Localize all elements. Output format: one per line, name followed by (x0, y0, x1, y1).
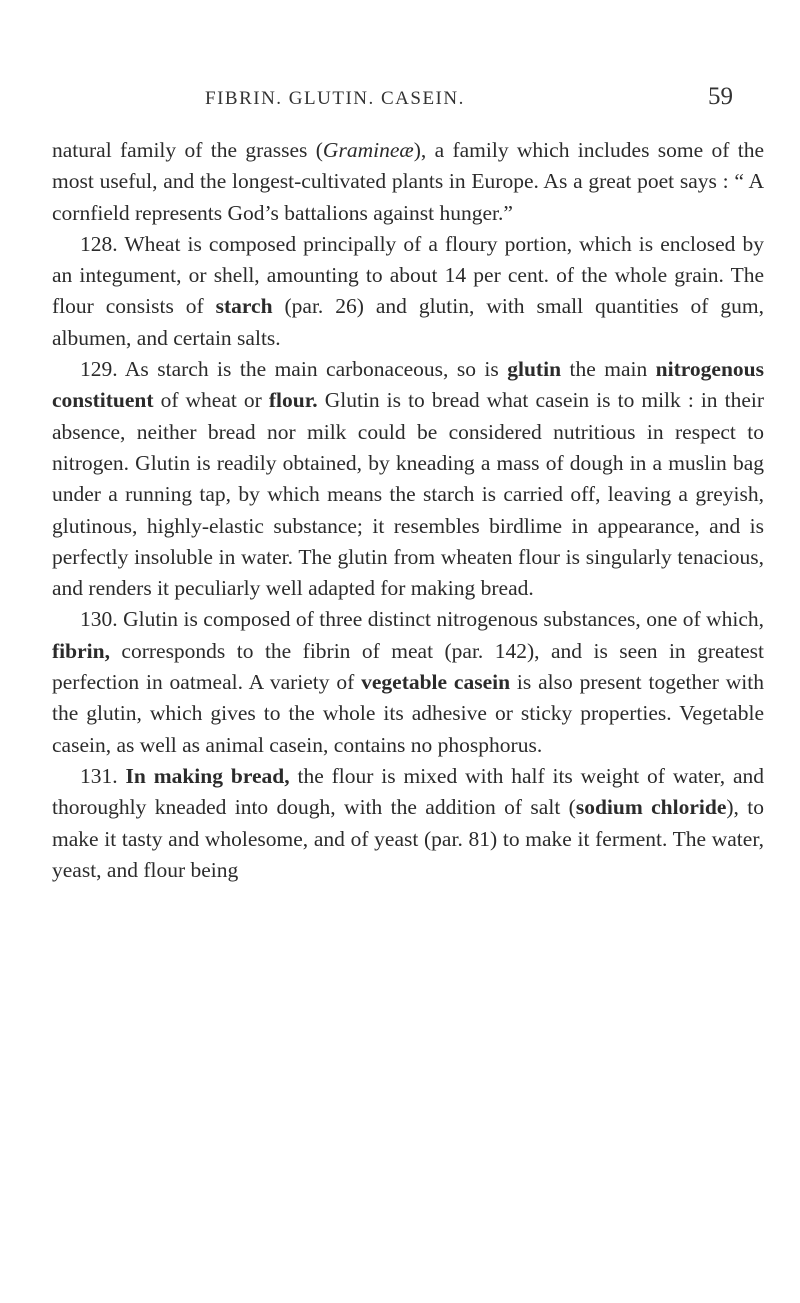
text-run: 128. Wheat is composed principally of a floury portion, which is enclosed by an integument, or shell, amounting to about 14 per cent. of the whole grain. The flour consists of (52, 231, 764, 319)
running-title: FIBRIN. GLUTIN. CASEIN. (205, 88, 465, 109)
paragraph-130 (52, 604, 764, 760)
emphasis-term: In making bread, (125, 763, 290, 788)
page-number: 59 (708, 83, 733, 110)
text-run: 131. (80, 763, 126, 788)
text-run: (par. 26) and glutin, with small quantities of gum, albumen, and certain salts. (52, 294, 764, 350)
text-run: corresponds to the fibrin of meat (par. 142), and is seen in greatest perfection in oatmeal. A variety of (52, 638, 764, 695)
text-run: the flour is mixed with half its weight of water, and thoroughly kneaded into dough, with the addition of salt ( (52, 763, 765, 820)
text-run: is also present together with the glutin, which gives to the whole its adhesive or sticky properties. Vegetable casein, as well as animal casein, contains no phosphorus. (52, 670, 764, 757)
emphasis-term: vegetable casein (361, 670, 511, 695)
text-run: Glutin is to bread what casein is to milk : in their absence, neither bread nor milk could be considered nutritious in respect to nitrogen. Glutin is readily obtained, by kneading a mass of dough in a muslin bag under a running tap, by which means the starch is carried off, leaving a greyish, glutinous, highly-elastic substance; it resembles birdlime in appearance, and is perfectly insoluble in water. The glutin from wheaten flour is singularly tenacious, and renders it peculiarly well adapted for making bread. (52, 388, 764, 601)
latin-family-name: Gramineæ (322, 138, 414, 162)
text-run: of wheat or (153, 388, 269, 413)
text-run: the main (561, 357, 656, 382)
paragraph-continuation (52, 135, 764, 229)
paragraph-131 (52, 761, 764, 886)
emphasis-term: starch (215, 294, 273, 319)
text-run: ), to make it tasty and wholesome, and of yeast (par. 81) to make it ferment. The water, yeast, and flour being (52, 795, 764, 882)
body-text (52, 135, 764, 886)
text-run: ), a family which includes some of the most useful, and the longest-cultivated plants in Europe. As a great poet says : “ A cornfield represents God’s battalions against hunger.” (52, 138, 764, 225)
emphasis-term: fibrin, (52, 638, 110, 663)
emphasis-term: sodium chloride (575, 795, 727, 820)
paragraph-129 (52, 354, 764, 604)
running-head (0, 83, 800, 118)
emphasis-term: glutin (507, 357, 562, 382)
text-run: 129. As starch is the main carbonaceous, so is (80, 357, 508, 382)
text-run: 130. Glutin is composed of three distinct nitrogenous substances, one of which, (80, 607, 764, 632)
text-run: natural family of the grasses ( (52, 138, 323, 162)
emphasis-term: flour. (268, 388, 318, 413)
emphasis-term: nitrogenous constituent (52, 357, 764, 413)
paragraph-128 (52, 229, 764, 354)
